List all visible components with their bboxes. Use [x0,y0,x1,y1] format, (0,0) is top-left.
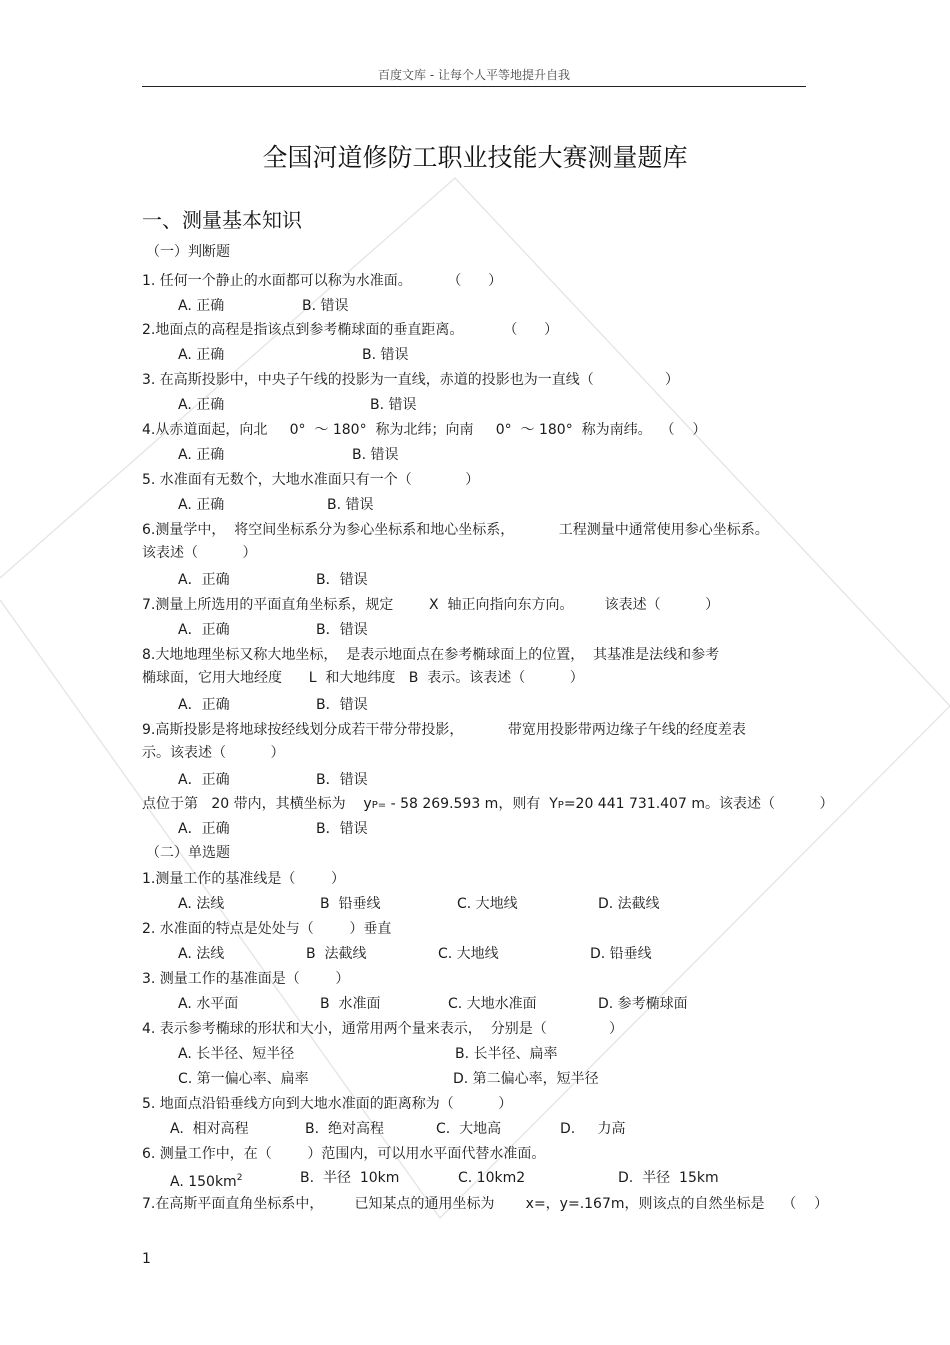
judge-question-6-cont: 该表述（ ） [142,545,257,561]
single-question-2: 2. 水准面的特点是处处与（ ）垂直 [142,921,392,937]
judge-question-4: 4.从赤道面起，向北 0° ～ 180° 称为北纬；向南 0° ～ 180° 称为南纬。 （ ） [142,422,707,438]
option-a: A．正确 [178,697,230,713]
option-a: A. 法线 [178,946,225,962]
option-b: B. 错误 [352,447,399,463]
question-text: 点位于第 20 带内，其横坐标为 y [142,796,372,812]
option-a: A. 正确 [178,497,225,513]
section-heading: 一、测量基本知识 [142,208,302,232]
page-header: 百度文库 - 让每个人平等地提升自我 [378,68,570,82]
option-a: A. 水平面 [178,996,239,1012]
document-title: 全国河道修防工职业技能大赛测量题库 [262,143,688,172]
option-b: B．错误 [316,572,368,588]
option-b: B. 错误 [327,497,374,513]
judge-question-9: 9.高斯投影是将地球按经线划分成若干带分带投影， 带宽用投影带两边缘子午线的经度差表 [142,722,746,738]
option-a: A. 正确 [178,397,225,413]
single-question-6: 6. 测量工作中，在（ ）范围内，可以用水平面代替水准面。 [142,1146,546,1162]
option-a: A. 相对高程 [170,1121,249,1137]
option-d: D. 法截线 [598,896,660,912]
option-a: A. 正确 [178,447,225,463]
judge-question-6: 6.测量学中， 将空间坐标系分为参心坐标系和地心坐标系， 工程测量中通常使用参心坐标系。 [142,522,769,538]
option-d: D. 力高 [560,1121,626,1137]
judge-question-7: 7.测量上所选用的平面直角坐标系，规定 X 轴正向指向东方向。 该表述（ ） [142,597,720,613]
judge-question-10 [142,796,833,814]
single-question-4: 4. 表示参考椭球的形状和大小，通常用两个量来表示， 分别是（ ） [142,1021,624,1037]
single-question-1: 1.测量工作的基准线是（ ） [142,871,345,887]
subscript: P [557,800,564,811]
option-b: B. 绝对高程 [305,1121,384,1137]
judge-question-2: 2.地面点的高程是指该点到参考椭球面的垂直距离。 （ ） [142,322,559,338]
option-b: D. 第二偏心率，短半径 [453,1071,599,1087]
judge-question-8: 8.大地地理坐标又称大地坐标， 是表示地面点在参考椭球面上的位置， 其基准是法线和参考 [142,647,720,663]
option-d: D. 参考椭球面 [598,996,688,1012]
judge-question-8-cont: 椭球面，它用大地经度 L 和大地纬度 B 表示。该表述（ ） [142,670,584,686]
option-b: B 水准面 [320,996,381,1012]
subscript: P= [371,800,387,811]
option-b: B 铅垂线 [320,896,381,912]
judge-question-3: 3. 在高斯投影中，中央子午线的投影为一直线，赤道的投影也为一直线（ ） [142,372,680,388]
option-a: A．正确 [178,772,230,788]
option-b: B. 错误 [302,298,349,314]
judge-question-5: 5. 水准面有无数个，大地水准面只有一个（ ） [142,472,480,488]
option-a: A．正确 [178,622,230,638]
superscript: 2 [236,1173,243,1183]
option-c: C. 10km2 [458,1170,526,1186]
subsection-single: （二）单选题 [146,845,230,861]
option-c: C. 大地高 [436,1121,502,1137]
option-a: C. 第一偏心率、扁率 [178,1071,309,1087]
option-b: B．错误 [316,821,368,837]
single-question-3: 3. 测量工作的基准面是（ ） [142,971,350,987]
option-b: B 法截线 [306,946,367,962]
question-text: =20 441 731.407 m。该表述（ ） [563,796,834,812]
option-a: A. 长半径、短半径 [178,1046,295,1062]
question-text: - 58 269.593 m，则有 Y [386,796,558,812]
judge-question-9-cont: 示。该表述（ ） [142,745,285,761]
page-number: 1 [142,1251,151,1267]
subsection-judge: （一）判断题 [146,244,230,260]
option-a: A. 正确 [178,347,225,363]
option-c: C. 大地线 [438,946,499,962]
option-a: A．正确 [178,572,230,588]
option-b: B. 半径 10km [300,1170,400,1186]
option-b: B．错误 [316,772,368,788]
option-b: B．错误 [316,697,368,713]
option-d: D. 半径 15km [618,1170,719,1186]
option-a: A. $150km^2$ [170,1173,243,1190]
option-a: A. 正确 [178,298,225,314]
single-question-7: 7.在高斯平面直角坐标系中， 已知某点的通用坐标为 x=，y=.167m，则该点的自然坐标是 （ ） [142,1196,829,1212]
option-a: A．正确 [178,821,230,837]
header-rule [142,86,806,87]
option-d: D. 铅垂线 [590,946,652,962]
option-b: B. 错误 [362,347,409,363]
option-c: C. 大地线 [457,896,518,912]
option-a: A. 法线 [178,896,225,912]
option-b: B. 长半径、扁率 [455,1046,558,1062]
single-question-5: 5. 地面点沿铅垂线方向到大地水准面的距离称为（ ） [142,1096,513,1112]
option-b: B．错误 [316,622,368,638]
option-b: B. 错误 [370,397,417,413]
judge-question-1: 1. 任何一个静止的水面都可以称为水准面。 （ ） [142,273,503,289]
option-c: C. 大地水准面 [448,996,537,1012]
